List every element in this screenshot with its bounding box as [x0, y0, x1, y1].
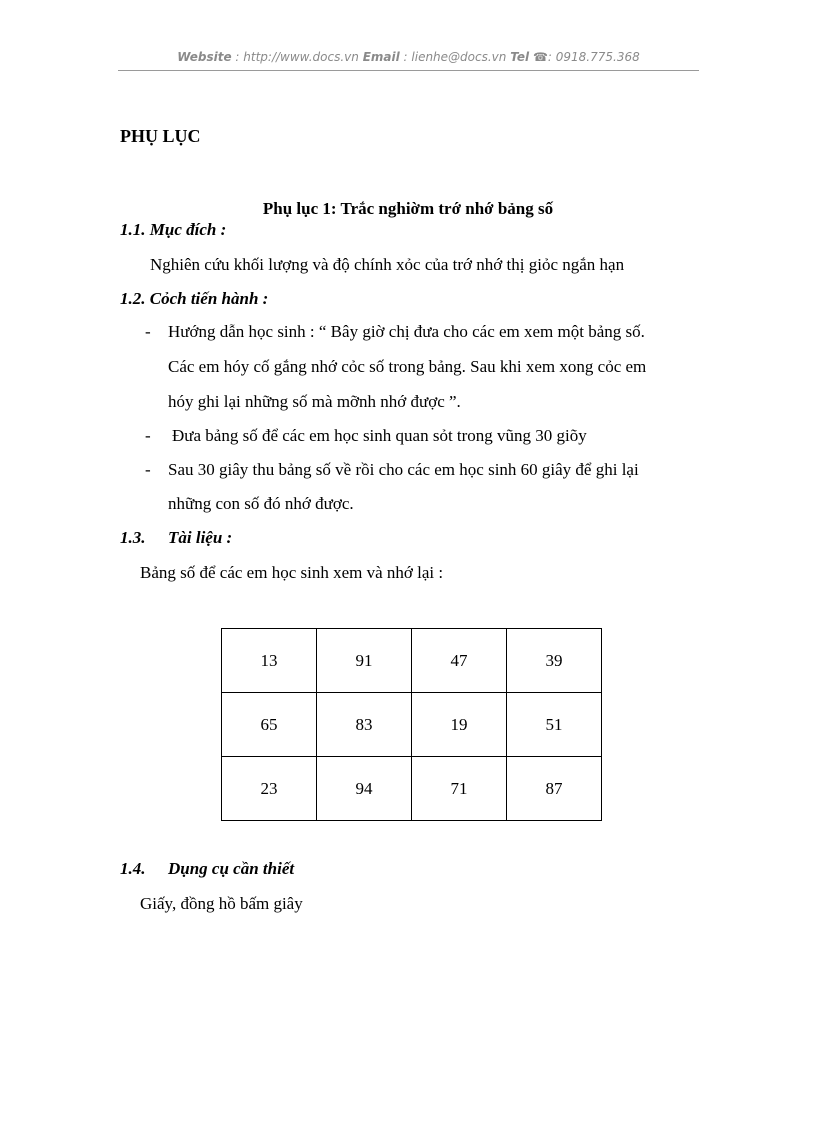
table-cell: 87 — [507, 757, 602, 821]
section-1-3-number: 1.3. — [120, 528, 146, 547]
table-cell: 91 — [317, 629, 412, 693]
page-title: PHỤ LỤC — [120, 126, 201, 146]
bullet-3-line-1: Sau 30 giây thu bảng số về rồi cho các em học sinh 60 giây để ghi lại — [168, 460, 639, 479]
table-cell: 51 — [507, 693, 602, 757]
bullet-2-line-1: Đưa bảng số để các em học sinh quan sỏt trong vũng 30 giõy — [172, 426, 587, 445]
table-cell: 39 — [507, 629, 602, 693]
bullet-dash: - — [145, 322, 151, 341]
table-cell: 23 — [222, 757, 317, 821]
table-cell: 13 — [222, 629, 317, 693]
table-cell: 71 — [412, 757, 507, 821]
table-cell: 94 — [317, 757, 412, 821]
tel-value: : 0918.775.368 — [547, 50, 640, 64]
table-cell: 19 — [412, 693, 507, 757]
section-1-3-title: Tài liệu : — [168, 528, 233, 547]
appendix-subtitle: Phụ lục 1: Trắc nghiờm trớ nhớ bảng số — [262, 199, 554, 218]
section-1-1-heading: 1.1. Mục đích : — [120, 220, 227, 239]
email-value: : lienhe@docs.vn — [403, 50, 507, 64]
phone-icon: ☎ — [532, 50, 548, 64]
section-1-4-number: 1.4. — [120, 859, 146, 878]
bullet-dash: - — [145, 460, 151, 479]
table-row — [222, 629, 602, 693]
section-1-3-text: Bảng số để các em học sinh xem và nhớ lại : — [140, 563, 444, 582]
bullet-1-line-3: hóy ghi lại những số mà mỡnh nhớ được ”. — [168, 392, 461, 411]
section-1-4-text: Giấy, đồng hồ bấm giây — [140, 894, 303, 913]
bullet-1-line-1: Hướng dẫn học sinh : “ Bây giờ chị đưa cho các em xem một bảng số. — [168, 322, 645, 341]
table-cell: 83 — [317, 693, 412, 757]
email-label: Email — [362, 50, 400, 64]
bullet-dash: - — [145, 426, 151, 445]
website-label: Website — [177, 50, 232, 64]
number-table — [221, 628, 602, 821]
section-1-4-title: Dụng cụ cần thiết — [168, 859, 295, 878]
bullet-1-line-2: Các em hóy cố gắng nhớ cỏc số trong bảng. Sau khi xem xong cỏc em — [168, 357, 647, 376]
tel-label: Tel — [510, 50, 530, 64]
table-row — [222, 757, 602, 821]
website-value: : http://www.docs.vn — [235, 50, 359, 64]
table-cell: 47 — [412, 629, 507, 693]
page-header — [118, 50, 699, 64]
table-cell: 65 — [222, 693, 317, 757]
table-row — [222, 693, 602, 757]
section-1-2-heading: 1.2. Cỏch tiến hành : — [120, 289, 269, 308]
header-rule — [118, 70, 699, 71]
bullet-3-line-2: những con số đó nhớ được. — [168, 494, 354, 513]
section-1-1-text: Nghiên cứu khối lượng và độ chính xỏc của trớ nhớ thị giỏc ngắn hạn — [150, 255, 625, 274]
